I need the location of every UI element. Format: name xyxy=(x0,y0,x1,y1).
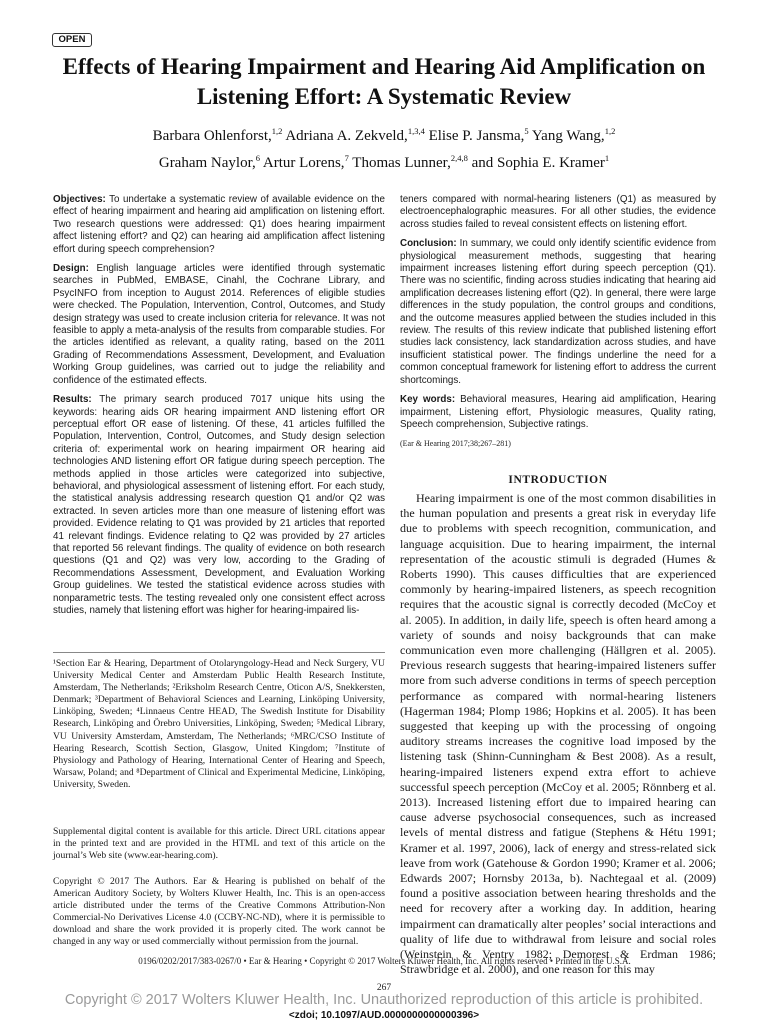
section-heading-introduction: INTRODUCTION xyxy=(508,474,608,486)
abstract-conclusion: Conclusion: In summary, we could only identify scientific evidence from physiological measurement methods, suggesting that hearing impairment increases listening effort during speech perception (Q1). There was no scientific, finding across studies indicating that hearing aid amplification decreases listening effort (Q2). In general, there were large differences in the study population, the control groups and conditions, and the outcome measures applied between the studies included in this review. The results of this review indicate that published listening effort studies lack consistency, lack standardization across studies, and have insufficient statistical power. The findings underline the need for a common conceptual framework for listening effort to address the current shortcomings. xyxy=(400,238,716,386)
author: Yang Wang,$^{1,2}$ xyxy=(528,126,616,144)
copyright-note: Copyright © 2017 The Authors. Ear & Hearing is published on behalf of the American Auditory Society, by Wolters Kluwer Health, Inc. This is an open-access article distributed under the terms of the Creative Commons Attribution-Non Commercial-No Derivatives License 4.0 (CCBY-NC-ND), where it is permissible to download and share the work provided it is properly cited. The work cannot be changed in any way or used commercially without permission from the journal. xyxy=(53,876,385,948)
journal-footer: 0196/0202/2017/383-0267/0 • Ear & Hearing • Copyright © 2017 Wolters Kluwer Health, Inc. All rights reserved • Printed in the U.S.A. xyxy=(138,956,631,966)
abstract-results-continued: teners compared with normal-hearing listeners (Q1) as measured by electroencephalographic measures. For all other studies, the evidence across studies failed to reveal consistent effects on listening effort. xyxy=(400,194,716,230)
abstract-left-column xyxy=(53,194,385,624)
author: Graham Naylor,$^6$ xyxy=(158,153,260,171)
abstract-keywords: Key words: Behavioral measures, Hearing aid amplification, Hearing impairment, Listening effort, Physiologic measures, Quality rating, Speech comprehension, Subjective ratings. xyxy=(400,394,716,430)
abstract-objectives: Objectives: To undertake a systematic review of available evidence on the effect of hearing impairment and hearing aid amplification on listening effort. Two research questions were addressed: Q1) does hearing impairment affect listening effort? and Q2) can hearing aid amplification affect listening effort during speech comprehension? xyxy=(53,194,385,255)
supplemental-note: Supplemental digital content is available for this article. Direct URL citations appear in the printed text and are provided in the HTML and text of this article on the journal’s Web site (www.ear-hearing.com). xyxy=(53,826,385,862)
author: Adriana A. Zekveld,$^{1,3,4}$ xyxy=(282,126,425,144)
author: Thomas Lunner,$^{2,4,8}$ xyxy=(348,153,468,171)
abstract-design: Design: English language articles were identified through systematic searches in PubMed, EMBASE, Cinahl, the Cochrane Library, and PsycINFO from inception to August 2014. References of eligible studies were checked. The Population, Intervention, Control, Outcomes, and Study design strategy was used to create inclusion criteria for relevance. It was not feasible to apply a meta-analysis of the results from comparable studies. For the articles identified as relevant, a quality rating, based on the 2011 Grading of Recommendations Assessment, Development, and Evaluation Working Group guidelines, was carried out to judge the reliability and confidence of the estimated effects. xyxy=(53,263,385,386)
page-number: 267 xyxy=(376,983,392,993)
author: Elise P. Jansma,$^5$ xyxy=(424,126,529,144)
abstract-right-column xyxy=(400,194,716,451)
author: and Sophia E. Kramer$^1$ xyxy=(467,153,610,171)
affiliations: ¹Section Ear & Hearing, Department of Otolaryngology-Head and Neck Surgery, VU University Medical Center and Amsterdam Public Health Research Institute, Amsterdam, The Netherlands; ²Eriksholm Research Centre, Oticon A/S, Snekkersten, Denmark; ³Department of Behavioral Sciences and Learning, Linköping University, Linköping, Sweden; ⁴Linnaeus Centre HEAD, The Swedish Institute for Disability Research, Linköping and Örebro Universities, Linköping, Sweden; ⁵Medical Library, VU University Amsterdam, Amsterdam, The Netherlands; ⁶MRC/CSO Institute of Hearing Research, Scottish Section, Glasgow, United Kingdom; ⁷Institute of Physiology and Pathology of Hearing, International Center of Hearing and Speech, Warsaw, Poland; and ⁸Department of Clinical and Experimental Medicine, Linköping, University, Sweden. xyxy=(53,658,385,790)
open-access-badge: OPEN xyxy=(52,33,92,47)
author: Artur Lorens,$^7$ xyxy=(259,153,349,171)
introduction-body: Hearing impairment is one of the most common disabilities in the human population and presents a great risk in everyday life due to problems with speech recognition, communication, and language acquisition. Due to hearing impairment, the internal representation of the acoustic stimuli is degraded (Humes & Roberts 1990). This causes difficulties that are experienced commonly by hearing-impaired listeners, as speech recognition requires that the acoustic signal is correctly decoded (McCoy et al. 2005). In addition, in daily life, speech is often heard among a variety of sounds and noisy backgrounds that can make communication even more challenging (Hällgren et al. 2005). Previous research suggests that hearing-impaired listeners suffer more from such adverse conditions in terms of speech perception performance as compared with normal-hearing listeners (Hagerman 1984; Plomp 1986; Hopkins et al. 2005). It has been suggested that keeping up with the processing of ongoing auditory streams increases the cognitive load imposed by the listening task (Shinn-Cunningham & Best 2008). As a result, hearing-impaired listeners expend extra effort to achieve successful speech perception (McCoy et al. 2005; Rönnberg et al. 2013). Increased listening effort due to impaired hearing can cause adverse psychosocial consequences, such as increased levels of mental distress and fatigue (Stephens & Hétu 1991; Kramer et al. 1997, 2006), lack of energy and stress-related sick leave from work (Gatehouse & Gordon 1990; Kramer et al. 2006; Edwards 2007; Hornsby 2013a, b). Nachtegaal et al. (2009) found a positive association between hearing thresholds and the need for recovery after a working day. In addition, hearing impairment can dramatically alter peoples’ social interactions and quality of life due to withdrawal from leisure and social roles (Weinstein & Ventry 1982; Demorest & Erdman 1986; Strawbridge et al. 2000), and one reason for this may xyxy=(400,491,716,977)
footnote-divider xyxy=(53,652,385,653)
author-list xyxy=(40,120,728,174)
journal-citation: (Ear & Hearing 2017;38;267–281) xyxy=(400,439,511,449)
copyright-watermark: Copyright © 2017 Wolters Kluwer Health, Inc. Unauthorized reproduction of this article is prohibited. xyxy=(64,992,704,1008)
article-title: Effects of Hearing Impairment and Hearing Aid Amplification on Listening Effort: A Systematic Review xyxy=(62,54,706,109)
abstract-results: Results: The primary search produced 7017 unique hits using the keywords: hearing aids OR hearing impairment AND listening effort OR perceptual effort OR ease of listening. Of these, 41 articles fulfilled the Population, Intervention, Control, Outcomes, and Study design selection criteria of: experimental work on hearing impairment OR hearing aid technologies AND listening effort OR fatigue during speech perception. The methods applied in those articles were categorized into subjective, behavioral, and physiological assessment of listening effort. For each study, the statistical analysis addressing research question Q1 and/or Q2 was extracted. In seven articles more than one measure of listening effort was provided. Evidence relating to Q1 was provided by 21 articles that reported 41 relevant findings. Evidence relating to Q2 was provided by 27 articles that reported 56 relevant findings. The quality of evidence on both research questions (Q1 and Q2) was very low, according to the Grading of Recommendations Assessment, Development, and Evaluation Working Group guidelines. We tested the statistical evidence across studies with nonparametric tests. The testing revealed only one consistent effect across studies, namely that listening effort was higher for hearing-impaired lis- xyxy=(53,394,385,616)
doi-line: <zdoi; 10.1097/AUD.0000000000000396> xyxy=(288,1010,480,1021)
author: Barbara Ohlenforst,$^{1,2}$ xyxy=(152,126,283,144)
